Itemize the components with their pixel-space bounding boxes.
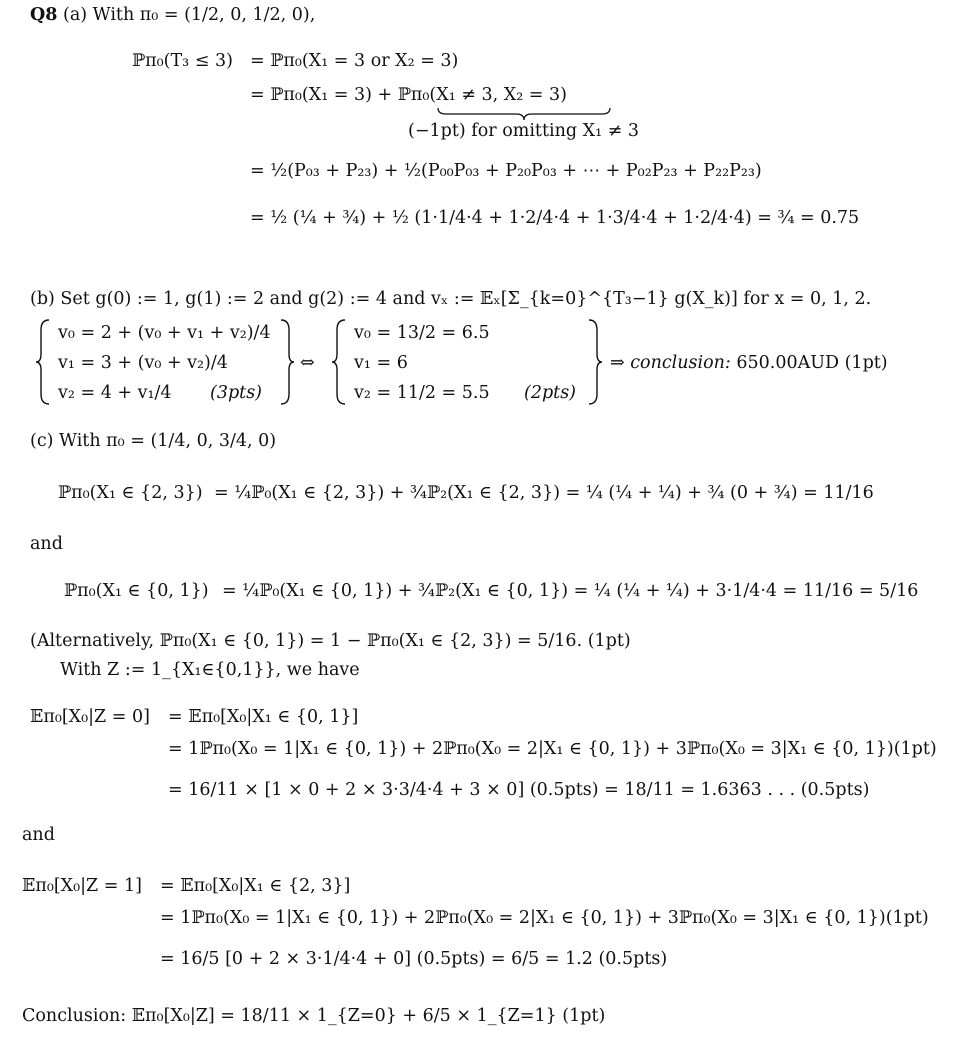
e1-line3: = 16/5 [0 + 2 × 3·1/4·4 + 0] (0.5pts) = 6/5 = 1.2 (0.5pts) bbox=[160, 949, 668, 969]
part-a-note: (−1pt) for omitting X₁ ≠ 3 bbox=[408, 121, 640, 141]
iff-symbol: ⇔ bbox=[300, 353, 315, 373]
e0-line2: = 1ℙπ₀(X₀ = 1|X₁ ∈ {0, 1}) + 2ℙπ₀(X₀ = 2|X₁ ∈ {0, 1}) + 3ℙπ₀(X₀ = 3|X₁ ∈ {0, 1})(1pt) bbox=[168, 739, 937, 759]
part-b-intro: (b) Set g(0) := 1, g(1) := 2 and g(2) := 4 and vₓ := 𝔼ₓ[Σ_{k=0}^{T₃−1} g(X_k)] for x = 0, 1, 2. bbox=[30, 289, 872, 309]
part-a-eq1: = ℙπ₀(X₁ = 3 or X₂ = 3) bbox=[250, 51, 459, 71]
alternative-note: (Alternatively, ℙπ₀(X₁ ∈ {0, 1}) = 1 − ℙπ₀(X₁ ∈ {2, 3}) = 5/16. (1pt) bbox=[30, 631, 631, 651]
p01-lhs: ℙπ₀(X₁ ∈ {0, 1}) bbox=[64, 581, 209, 601]
left-brace-close bbox=[278, 318, 296, 406]
e0-lhs: 𝔼π₀[X₀|Z = 0] bbox=[30, 707, 150, 727]
sys-left-eq1: v₀ = 2 + (v₀ + v₁ + v₂)/4 bbox=[58, 323, 271, 343]
with-z: With Z := 1_{X₁∈{0,1}}, we have bbox=[60, 660, 360, 680]
part-a-lhs: ℙπ₀(T₃ ≤ 3) bbox=[132, 51, 233, 71]
conclusion-arrow: ⇒ bbox=[610, 353, 625, 373]
sys-right-eq1: v₀ = 13/2 = 6.5 bbox=[354, 323, 490, 343]
p23-lhs: ℙπ₀(X₁ ∈ {2, 3}) bbox=[58, 483, 203, 503]
sys-left-pts: (3pts) bbox=[210, 383, 263, 403]
part-a-intro: (a) With π₀ = (1/2, 0, 1/2, 0), bbox=[63, 5, 316, 25]
conclusion-label: conclusion: bbox=[630, 353, 731, 373]
part-a-eq2: = ℙπ₀(X₁ = 3) + ℙπ₀(X₁ ≠ 3, X₂ = 3) bbox=[250, 85, 567, 105]
e1-lhs: 𝔼π₀[X₀|Z = 1] bbox=[22, 876, 142, 896]
left-brace-open bbox=[34, 318, 52, 406]
conclusion-value: 650.00AUD (1pt) bbox=[736, 353, 888, 373]
and-1: and bbox=[30, 534, 63, 554]
sys-right-eq2: v₁ = 6 bbox=[354, 353, 408, 373]
e0-line1: = 𝔼π₀[X₀|X₁ ∈ {0, 1}] bbox=[168, 707, 359, 727]
e1-line1: = 𝔼π₀[X₀|X₁ ∈ {2, 3}] bbox=[160, 876, 351, 896]
question-header bbox=[30, 4, 315, 26]
e0-line3: = 16/11 × [1 × 0 + 2 × 3·3/4·4 + 3 × 0] (0.5pts) = 18/11 = 1.6363 . . . (0.5pts) bbox=[168, 780, 870, 800]
final-conclusion: Conclusion: 𝔼π₀[X₀|Z] = 18/11 × 1_{Z=0} + 6/5 × 1_{Z=1} (1pt) bbox=[22, 1006, 606, 1026]
part-a-eq4: = ½ (¼ + ¾) + ½ (1·1/4·4 + 1·2/4·4 + 1·3/4·4 + 1·2/4·4) = ¾ = 0.75 bbox=[250, 208, 860, 228]
part-b-conclusion bbox=[610, 352, 888, 374]
p23-rhs: = ¼ℙ₀(X₁ ∈ {2, 3}) + ¾ℙ₂(X₁ ∈ {2, 3}) = ¼ (¼ + ¼) + ¾ (0 + ¾) = 11/16 bbox=[214, 483, 874, 503]
part-a-eq3: = ½(P₀₃ + P₂₃) + ½(P₀₀P₀₃ + P₂₀P₀₃ + ⋯ + P₀₂P₂₃ + P₂₂P₂₃) bbox=[250, 161, 762, 181]
and-2: and bbox=[22, 825, 55, 845]
question-label: Q8 bbox=[30, 5, 58, 25]
sys-right-pts: (2pts) bbox=[524, 383, 577, 403]
sys-left-eq2: v₁ = 3 + (v₀ + v₂)/4 bbox=[58, 353, 228, 373]
right-brace-open bbox=[330, 318, 348, 406]
p01-rhs: = ¼ℙ₀(X₁ ∈ {0, 1}) + ¾ℙ₂(X₁ ∈ {0, 1}) = ¼ (¼ + ¼) + 3·1/4·4 = 11/16 = 5/16 bbox=[222, 581, 919, 601]
part-c-intro: (c) With π₀ = (1/4, 0, 3/4, 0) bbox=[30, 431, 277, 451]
e1-line2: = 1ℙπ₀(X₀ = 1|X₁ ∈ {0, 1}) + 2ℙπ₀(X₀ = 2|X₁ ∈ {0, 1}) + 3ℙπ₀(X₀ = 3|X₁ ∈ {0, 1})(1pt) bbox=[160, 908, 929, 928]
right-brace-close bbox=[586, 318, 604, 406]
sys-left-eq3: v₂ = 4 + v₁/4 bbox=[58, 383, 172, 403]
sys-right-eq3: v₂ = 11/2 = 5.5 bbox=[354, 383, 490, 403]
